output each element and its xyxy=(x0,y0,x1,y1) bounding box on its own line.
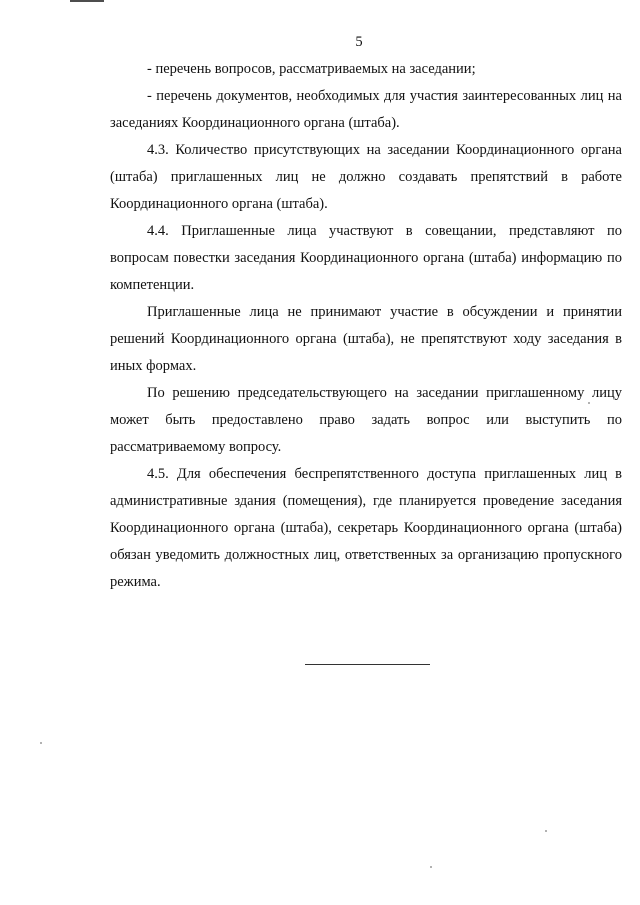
paragraph-3: 4.3. Количество присутствующих на заседании Координационного органа (штаба) приглашенных лиц не должно создавать препятствий в работе Координационного органа (штаба). xyxy=(110,142,622,212)
body-text xyxy=(110,56,622,596)
scan-speck xyxy=(588,402,590,404)
scan-speck xyxy=(40,742,42,744)
scan-speck xyxy=(430,866,432,868)
paragraph-5: Приглашенные лица не принимают участие в обсуждении и принятии решений Координационного органа (штаба), не препятствуют ходу заседания в иных формах. xyxy=(110,304,622,374)
paragraph-7: 4.5. Для обеспечения беспрепятственного доступа приглашенных лиц в административные здания (помещения), где планируется проведение заседания Координационного органа (штаба), секретарь Координационного органа (штаба) обязан уведомить должностных лиц, ответственных за организацию пропускного режима. xyxy=(110,466,622,590)
paragraph-1: - перечень вопросов, рассматриваемых на заседании; xyxy=(147,61,476,77)
paragraph-6: По решению председательствующего на заседании приглашенному лицу может быть предоставлено право задать вопрос или выступить по рассматриваемому вопросу. xyxy=(110,385,622,455)
paragraph-2: - перечень документов, необходимых для участия заинтересованных лиц на заседаниях Координационного органа (штаба). xyxy=(110,88,622,131)
end-separator-line xyxy=(305,664,430,665)
page-number: 5 xyxy=(355,34,363,50)
scan-speck xyxy=(545,830,547,832)
paragraph-4: 4.4. Приглашенные лица участвуют в совещании, представляют по вопросам повестки заседания Координационного органа (штаба) информацию по компетенции. xyxy=(110,223,622,293)
scan-artifact xyxy=(70,0,104,2)
